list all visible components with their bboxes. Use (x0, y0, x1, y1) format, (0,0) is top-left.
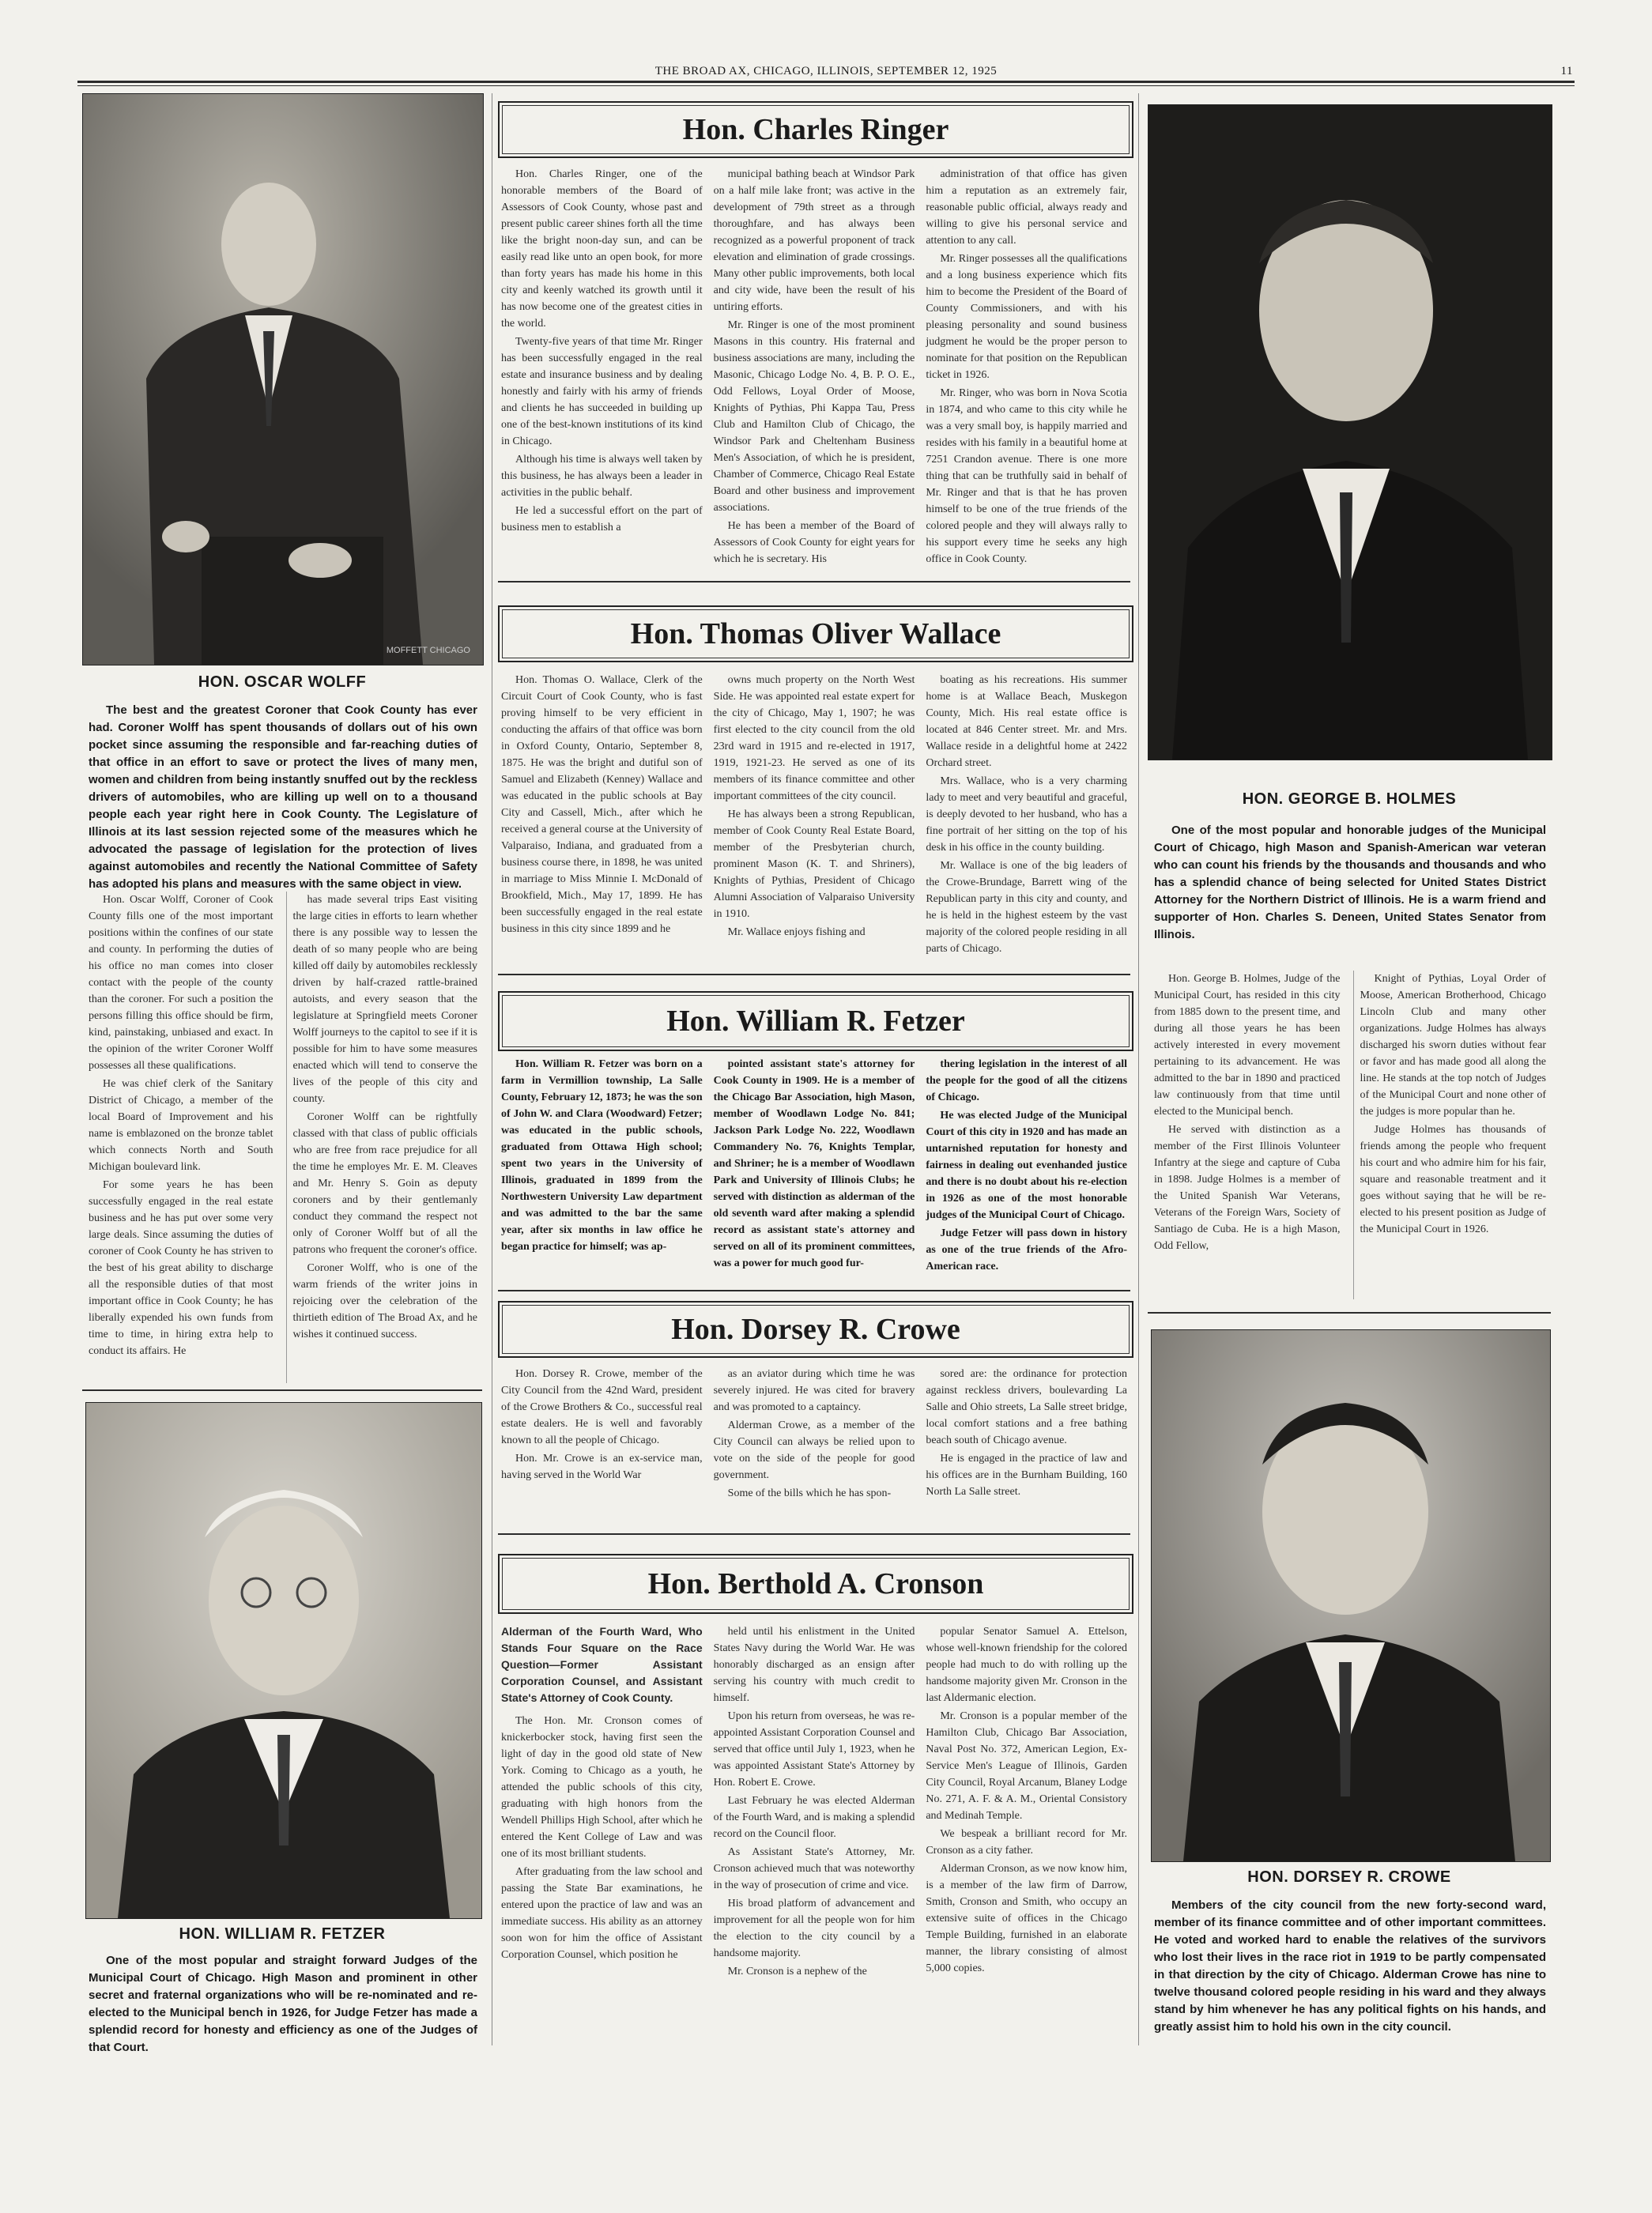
fetzer-heading: Hon. William R. Fetzer (666, 1005, 965, 1038)
article-paragraph: We bespeak a brilliant record for Mr. Cronson as a city father. (926, 1828, 1128, 1857)
article-subhead: Alderman of the Fourth Ward, Who Stands Four Square on the Race Question—Former Assistant Corporation Counsel, and Assistant State's Attorney of Cook County. (501, 1625, 703, 1704)
article-paragraph: Mr. Ringer is one of the most prominent Masons in this country. His fraternal and business associations are many, including the Masonic, Chicago Lodge No. 4, B. P. O. E., Odd Fellows, Loyal Order of Moose, Knights of Pythias, Phi Kappa Tau, Press Club and Hamilton Club of Chicago, the Windsor Park and Cheltenham Business Men's Association, of which he is president, Chamber of Commerce, Chicago Real Estate Board and other business and improvement associations. (713, 319, 915, 514)
article-column (926, 1366, 1127, 1522)
fetzer-article (501, 1056, 1127, 1293)
article-paragraph: has made several trips East visiting the large cities in efforts to learn whether there is any possible way to lessen the death of so many people who are being killed off daily by automobiles recklessly driven by half-crazed rattle-brained autoists, and every season that the legislature at Springfield meets Coroner Wolff journeys to the capitol to see if it is possible for him to have some measures enacted which will tend to conserve the lives of the people of this city and county. (292, 894, 477, 1105)
article-paragraph: Judge Fetzer will pass down in history as one of the true friends of the Afro-American race. (926, 1227, 1128, 1272)
article-paragraph: Mrs. Wallace, who is a very charming lady to meet and very beautiful and graceful, is deeply devoted to her husband, who has a fine portrait of her sitting on the top of his desk in his office in the county building. (926, 775, 1128, 854)
william-fetzer-caption: HON. WILLIAM R. FETZER (179, 1925, 386, 1943)
page-number: 11 (1560, 65, 1573, 77)
article-paragraph: Alderman Cronson, as we now know him, is a member of the law firm of Darrow, Smith, Cronson and Smith, who occupy an extensive suite of offices in the Chicago Temple Building, furnished in an elaborate manner, the library consisting of almost 5,000 copies. (926, 1863, 1128, 1974)
article-column (926, 672, 1127, 956)
wallace-heading: Hon. Thomas Oliver Wallace (630, 617, 1001, 650)
article-column (501, 672, 703, 956)
article-paragraph: thering legislation in the interest of all the people for the good of all the citizens of Chicago. (926, 1058, 1128, 1103)
ringer-article (501, 166, 1127, 567)
lead-paragraph: The best and the greatest Coroner that Cook County has ever had. Coroner Wolff has spent thousands of dollars out of his own pocket since assuming the responsible and far-reaching duties of that office in an effort to save or protect the lives of many men, women and children from being instantly snuffed out by the reckless drivers of automobiles, who are killing up well on to a thousand people each year right here in Cook County. The Legislature of Illinois at its last session rejected some of the measures which he advocated the passage of legislation for the protection of lives against automobiles and recently the National Committee of Safety has adopted his plans and measures with the same object in view. (89, 703, 477, 891)
article-paragraph: He led a successful effort on the part of business men to establish a (501, 505, 703, 533)
article-paragraph: Hon. George B. Holmes, Judge of the Municipal Court, has resided in this city from 1885 down to the present time, and during all those years he has been actively interested in every movement pertaining to its advancement. He was admitted to the bar in 1890 and practiced law continuously from that time until elected to the Municipal bench. (1154, 973, 1341, 1118)
article-column (926, 166, 1127, 567)
column-divider (1138, 93, 1139, 2045)
article-paragraph: He has been a member of the Board of Assessors of Cook County for eight years for which he is secretary. His (713, 520, 915, 565)
article-column (501, 1366, 703, 1522)
article-column (714, 166, 915, 567)
article-paragraph: Last February he was elected Alderman of the Fourth Ward, and is making a splendid record on the Council floor. (713, 1795, 915, 1840)
george-holmes-portrait (1148, 104, 1552, 760)
oscar-wolff-portrait (82, 93, 484, 665)
oscar-wolff-article (89, 892, 477, 1383)
crowe-heading-box (498, 1301, 1133, 1358)
william-fetzer-lead (89, 1952, 477, 2054)
article-column (714, 1056, 915, 1293)
oscar-wolff-lead (89, 702, 477, 891)
article-paragraph: boating as his recreations. His summer home is at Wallace Beach, Muskegon County, Mich. His real estate office is located at 846 Center street. Mr. and Mrs. Wallace reside in a delightful home at 2422 Orchard street. (926, 674, 1128, 769)
article-paragraph: He was elected Judge of the Municipal Court of this city in 1920 and has made an untarnished reputation for honesty and fairness in dealing out evenhanded justice and there is no doubt about his re-election in 1926 as one of the most honorable judges of the Municipal Court of Chicago. (926, 1110, 1128, 1221)
article-paragraph: He has always been a strong Republican, member of Cook County Real Estate Board, member of the Presbyterian church, prominent Mason (K. T. and Shriners), Knights of Pythias, President of Chicago Alumni Association of Valparaiso University in 1910. (713, 809, 915, 920)
article-paragraph: owns much property on the North West Side. He was appointed real estate expert for the city of Chicago, May 1, 1907; he was first elected to the city council from the old 23rd ward in 1915 and re-elected in 1917, 1919, 1921-23. He served as one of its members of its finance committee and other important committees of the city council. (713, 674, 915, 802)
ringer-heading-box (498, 101, 1133, 158)
article-paragraph: He served with distinction as a member of the First Illinois Volunteer Infantry at the siege and capture of Cuba in 1898. Judge Holmes is a member of the United Spanish War Veterans, Veterans of the Foreign Wars, Society of Santiago de Cuba. He is a high Mason, Odd Fellow, (1154, 1124, 1341, 1252)
article-paragraph: municipal bathing beach at Windsor Park on a half mile lake front; was active in the development of 79th street as a through thoroughfare, and has always been recognized as a powerful proponent of track elevation and elimination of grade crossings. Many other public improvements, both local and city wide, have been the result of his untiring efforts. (713, 168, 915, 313)
article-paragraph: He is engaged in the practice of law and his offices are in the Burnham Building, 160 North La Salle street. (926, 1453, 1128, 1498)
dorsey-crowe-caption: HON. DORSEY R. CROWE (1247, 1868, 1451, 1886)
section-rule (498, 1533, 1130, 1535)
wallace-article (501, 672, 1127, 956)
article-paragraph: Mr. Ringer, who was born in Nova Scotia in 1874, and who came to this city while he was a very small boy, is happily married and resides with his family in a beautiful home at 7251 Crandon avenue. There is one more thing that can be truthfully said in behalf of Mr. Ringer and that is that he has proven himself to be one of the true friends of the colored people and they will always rally to his support every time he seeks any high office in Cook County. (926, 387, 1128, 565)
article-paragraph: Although his time is always well taken by this business, he has always been a leader in activities in the public behalf. (501, 454, 703, 499)
george-holmes-article (1154, 971, 1546, 1299)
article-column (714, 672, 915, 956)
dorsey-crowe-lead (1154, 1897, 1546, 2047)
article-paragraph: Mr. Wallace is one of the big leaders of the Crowe-Brundage, Barrett wing of the Republican party in this city and county, and he is held in the highest esteem by the vast majority of the colored people residing in all parts of Chicago. (926, 860, 1128, 955)
ringer-heading: Hon. Charles Ringer (682, 113, 949, 146)
cronson-heading-box (498, 1554, 1133, 1614)
article-paragraph: Twenty-five years of that time Mr. Ringer has been successfully engaged in the real estate and insurance business and by dealing honestly and fairly with his army of friends and clients he has succeeded in building up one of the best-known institutions of its kind in Chicago. (501, 336, 703, 447)
article-paragraph: Judge Holmes has thousands of friends among the people who frequent his court and who admire him for his fair, square and reasonable treatment and it goes without saying that he will be re-elected to his present position as Judge of the Municipal Court in 1926. (1360, 1124, 1546, 1235)
article-paragraph: sored are: the ordinance for protection against reckless drivers, boulevarding La Salle and Ohio streets, La Salle street bridge, local comfort stations and a free bathing beach south of Chicago avenue. (926, 1368, 1128, 1446)
section-rule (498, 974, 1130, 975)
cronson-heading: Hon. Berthold A. Cronson (647, 1567, 984, 1600)
article-paragraph: Mr. Wallace enjoys fishing and (727, 926, 866, 938)
crowe-article (501, 1366, 1127, 1522)
dorsey-crowe-portrait (1151, 1329, 1551, 1862)
article-paragraph: pointed assistant state's attorney for Cook County in 1909. He is a member of the Chicago Bar Association, high Mason, member of Woodlawn Lodge No. 841; Jackson Park Lodge No. 222, Woodlawn Commandery No. 76, Knights Templar, and Shriner; he is a member of Woodlawn Park and University of Illinois Clubs; he served with distinction as alderman of the old seventh ward after making a splendid record as assistant state's attorney and served on all of its prominent committees, was a power for much good fur- (713, 1058, 915, 1269)
article-paragraph: Mr. Cronson is a nephew of the (727, 1966, 867, 1977)
article-paragraph: The Hon. Mr. Cronson comes of knickerbocker stock, having first seen the light of day in the good old state of New York. Coming to Chicago as a youth, he attended the public schools of this city, graduating with high honors from the Wendell Phillips High School, after which he entered the Kent College of Law and was one of its most brilliant students. (501, 1715, 703, 1860)
article-column (926, 1623, 1127, 2047)
masthead-rule (77, 81, 1575, 83)
newspaper-title: THE BROAD AX, CHICAGO, ILLINOIS, SEPTEMBER 12, 1925 (654, 65, 998, 77)
article-paragraph: Hon. Mr. Crowe is an ex-service man, having served in the World War (501, 1453, 703, 1481)
article-paragraph: He was chief clerk of the Sanitary District of Chicago, a member of the local Board of Improvement and his name is emblazoned on the bronze tablet which connects North and South Michigan boulevard link. (89, 1078, 273, 1173)
wallace-heading-box (498, 605, 1133, 662)
photo-studio-stamp: MOFFETT CHICAGO (386, 646, 470, 655)
article-paragraph: His broad platform of advancement and improvement for all the people won for him the election to the city council by a handsome majority. (713, 1898, 915, 1959)
george-holmes-lead (1154, 822, 1546, 963)
article-paragraph: popular Senator Samuel A. Ettelson, whose well-known friendship for the colored people had much to do with rolling up the handsome majority given Mr. Cronson in the last Aldermanic election. (926, 1626, 1128, 1704)
article-column (501, 166, 703, 567)
lead-paragraph: Members of the city council from the new forty-second ward, member of its finance committee and of other important committees. He voted and worked hard to enable the relatives of the survivors who lost their lives in the race riot in 1919 to be partly compensated in that direction by the city of Chicago. Alderman Crowe has nine to twelve thousand colored people residing in his ward and they always stand by him whenever he has any political fights on his hands, and greatly assist him to hold his own in the city council. (1154, 1898, 1546, 2034)
masthead (79, 65, 1573, 77)
article-paragraph: Some of the bills which he has spon- (727, 1487, 892, 1499)
crowe-heading: Hon. Dorsey R. Crowe (671, 1313, 960, 1346)
section-rule (498, 581, 1130, 582)
article-column (1154, 971, 1341, 1299)
section-rule (82, 1389, 482, 1391)
article-paragraph: Mr. Ringer possesses all the qualifications and a long business experience which fits him to become the President of the Board of County Commissioners, and with his pleasing personality and sound business judgment he would be the proper person to nominate for that position on the Republican ticket in 1926. (926, 253, 1128, 381)
george-holmes-caption: HON. GEORGE B. HOLMES (1242, 790, 1457, 808)
article-column (501, 1056, 703, 1293)
article-paragraph: administration of that office has given him a reputation as an extremely fair, reasonable public official, always ready and willing to give his personal service and attention to any call. (926, 168, 1128, 247)
article-column (714, 1366, 915, 1522)
article-paragraph: Alderman Crowe, as a member of the City Council can always be relied upon to vote on the side of the people for good government. (713, 1419, 915, 1481)
article-paragraph: As Assistant State's Attorney, Mr. Cronson achieved much that was noteworthy in the way of prosecution of crime and vice. (713, 1846, 915, 1891)
cronson-article (501, 1623, 1127, 2047)
article-paragraph: After graduating from the law school and passing the State Bar examinations, he entered upon the practice of law and was an immediate success. His ability as an attorney soon won for him the office of Assistant Corporation Counsel, which position he (501, 1866, 703, 1961)
article-paragraph: held until his enlistment in the United States Navy during the World War. He was honorably discharged as an ensign after serving his country with much credit to himself. (713, 1626, 915, 1704)
masthead-rule-thin (77, 85, 1575, 86)
article-paragraph: Coroner Wolff, who is one of the warm friends of the writer joins in rejoicing over the celebration of the thirtieth edition of The Broad Ax, and he wishes it continued success. (292, 1262, 477, 1340)
lead-paragraph: One of the most popular and honorable judges of the Municipal Court of Chicago, high Mason and Spanish-American war veteran who can count his friends by the thousands and thousands and who has a splendid chance of being selected for United States District Attorney for the Northern District of Illinois. He is a warm friend and supporter of Hon. Charles S. Deneen, United States Senator from Illinois. (1154, 824, 1546, 941)
article-column (89, 892, 273, 1383)
section-rule (498, 1290, 1130, 1291)
article-paragraph: Coroner Wolff can be rightfully classed with that class of public officials who are free from race prejudice for all the time he employes Mr. E. M. Cleaves and Mr. Henry S. Goin as deputy coroners and by their gentlemanly conduct they command the respect not only of Coroner Wolff but of all the patrons who frequent the coroner's office. (292, 1111, 477, 1256)
article-paragraph: Hon. Thomas O. Wallace, Clerk of the Circuit Court of Cook County, who is fast proving himself to be very efficient in conducting the affairs of that office was born in Oxford County, Ontario, September 8, 1875. He was the bright and dutiful son of Samuel and Elizabeth (Kenney) Wallace and was educated in the public schools at Bay City and Cassell, Mich., after which he received a general course at the University of Valparaiso, Indiana, and graduated from a business course there, in 1898, he was united in marriage to Miss Minnie I. McDonald of Brookfield, Mich., May 17, 1899. He has been successfully engaged in the real estate business in this city since 1899 and he (501, 674, 703, 935)
article-column (714, 1623, 915, 2047)
article-column (286, 892, 478, 1383)
article-paragraph: Knight of Pythias, Loyal Order of Moose, American Brotherhood, Chicago Lincoln Club and many other organizations. Judge Holmes has always discharged his sworn duties without fear or favor and has made good all along the line. He stands at the top notch of Judges of the Municipal Court and none other of the judges is more popular than he. (1360, 973, 1546, 1118)
article-paragraph: Mr. Cronson is a popular member of the Hamilton Club, Chicago Bar Association, Naval Post No. 372, American Legion, Ex-Service Men's League of Illinois, Garden City Council, Royal Arcanum, Blaney Lodge No. 271, A. F. & A. M., Oriental Consistory and Medinah Temple. (926, 1710, 1128, 1822)
article-paragraph: as an aviator during which time he was severely injured. He was cited for bravery and was promoted to a captaincy. (713, 1368, 915, 1413)
section-rule (1148, 1312, 1551, 1314)
article-paragraph: Hon. William R. Fetzer was born on a farm in Vermillion township, La Salle County, February 12, 1873; he was the son of John W. and Clara (Woodward) Fetzer; was educated in the public schools, graduated from Ottawa High school; spent two years in the University of Illinois, graduated in 1899 from the Northwestern University Law department and was admitted to the bar the same year, after six months in law office he began practice for himself; was ap- (501, 1058, 703, 1253)
lead-paragraph: One of the most popular and straight forward Judges of the Municipal Court of Chicago. High Mason and prominent in other secret and fraternal organizations who will be re-nominated and re-elected to the Municipal bench in 1926, for Judge Fetzer has made a splendid record for honesty and efficiency as one of the Judges of that Court. (89, 1954, 477, 2054)
article-paragraph: Hon. Dorsey R. Crowe, member of the City Council from the 42nd Ward, president of the Crowe Brothers & Co., successful real estate dealers. He is well and favorably known to all the people of Chicago. (501, 1368, 703, 1446)
oscar-wolff-caption: HON. OSCAR WOLFF (198, 673, 367, 691)
article-column (1353, 971, 1547, 1299)
article-paragraph: Hon. Oscar Wolff, Coroner of Cook County fills one of the most important positions within the confines of our state and county. In performing the duties of his office no man comes into closer contact with the people of the county than the coroner. For such a position the persons filling this office should be firm, kind, painstaking, unbiased and exact. In the opinion of the writer Coroner Wolff possesses all these qualifications. (89, 894, 273, 1072)
article-column (501, 1623, 703, 2047)
article-paragraph: Hon. Charles Ringer, one of the honorable members of the Board of Assessors of Cook County, whose past and present public career shines forth all the time like the bright noon-day sun, and can be easily read like unto an open book, for more than forty years has made his home in this city and keenly watched its growth until it has now become one of the greatest cities in the world. (501, 168, 703, 330)
article-column (926, 1056, 1127, 1293)
article-paragraph: For some years he has been successfully engaged in the real estate business and he has put over some very large deals. Since assuming the duties of coroner of Cook County he has striven to the best of his great ability to discharge all the responsible duties of that most important office in Cook County; he has liberally expended his own funds from time to time, in hiring extra help to conduct its affairs. He (89, 1179, 273, 1357)
fetzer-heading-box (498, 991, 1133, 1051)
william-fetzer-portrait (85, 1402, 482, 1919)
article-paragraph: Upon his return from overseas, he was re-appointed Assistant Corporation Counsel and served that office until July 1, 1923, when he was appointed Assistant State's Attorney by Hon. Robert E. Crowe. (713, 1710, 915, 1789)
